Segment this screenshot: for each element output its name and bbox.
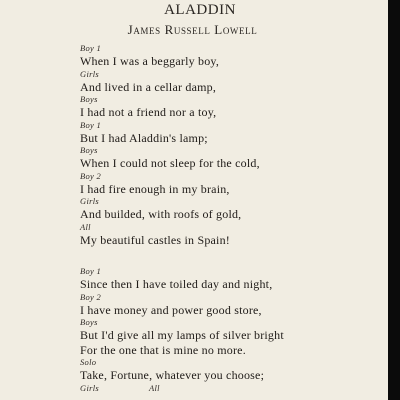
stanza-1 <box>80 43 284 247</box>
verse-entry <box>80 383 284 394</box>
verse-line: My beautiful castles in Spain! <box>80 232 230 247</box>
speaker-label: Boys <box>80 317 98 327</box>
poem-body <box>80 43 284 394</box>
poem-author: James Russell Lowell <box>127 22 258 37</box>
verse-line: For the one that is mine no more. <box>80 342 246 357</box>
verse-entry <box>80 317 284 343</box>
verse-entry <box>80 145 284 171</box>
verse-line: Since then I have toiled day and night, <box>80 277 273 291</box>
verse-entry <box>80 266 284 292</box>
verse-line: And lived in a cellar damp, <box>80 79 217 94</box>
speaker-label: Boy 1 <box>80 266 102 276</box>
poem-title: ALADDIN <box>164 2 236 18</box>
verse-entry <box>80 69 284 95</box>
speaker-label: Boy 2 <box>80 291 102 302</box>
verse-entry <box>80 196 284 222</box>
speaker-label: Girls <box>80 196 99 206</box>
verse-entry <box>80 43 284 69</box>
stanza-break <box>80 247 284 266</box>
verse-entry <box>80 222 284 248</box>
verse-entry <box>80 171 284 197</box>
verse-line: But I'd give all my lamps of silver bright <box>80 328 284 342</box>
speaker-label: Boy 2 <box>80 170 102 181</box>
speaker-label: Girls <box>80 382 99 393</box>
speaker-label: Boy 1 <box>80 119 102 130</box>
speaker-label: Boys <box>80 145 98 155</box>
speaker-labels <box>80 383 284 394</box>
verse-line: But I had Aladdin's lamp; <box>80 130 208 145</box>
verse-entry <box>80 357 284 383</box>
speaker-label: Boy 1 <box>80 43 102 53</box>
verse-line: I had fire enough in my brain, <box>80 181 230 196</box>
verse-entry <box>80 120 284 146</box>
verse-entry <box>80 94 284 120</box>
speaker-label: Girls <box>80 68 99 79</box>
speaker-label: All <box>148 382 160 393</box>
verse-line: When I could not sleep for the cold, <box>80 156 260 170</box>
verse-line: When I was a beggarly boy, <box>80 54 220 68</box>
verse-entry <box>80 292 284 318</box>
stanza-2 <box>80 266 284 394</box>
verse-line: I have money and power good store, <box>80 302 262 317</box>
speaker-label: Boys <box>80 94 98 104</box>
verse-entry <box>80 343 284 358</box>
verse-line: Take, Fortune, whatever you choose; <box>80 368 265 382</box>
speaker-label: Solo <box>80 357 97 367</box>
verse-line: I had not a friend nor a toy, <box>80 105 217 119</box>
speaker-label: All <box>80 221 91 232</box>
verse-line: And builded, with roofs of gold, <box>80 207 242 221</box>
